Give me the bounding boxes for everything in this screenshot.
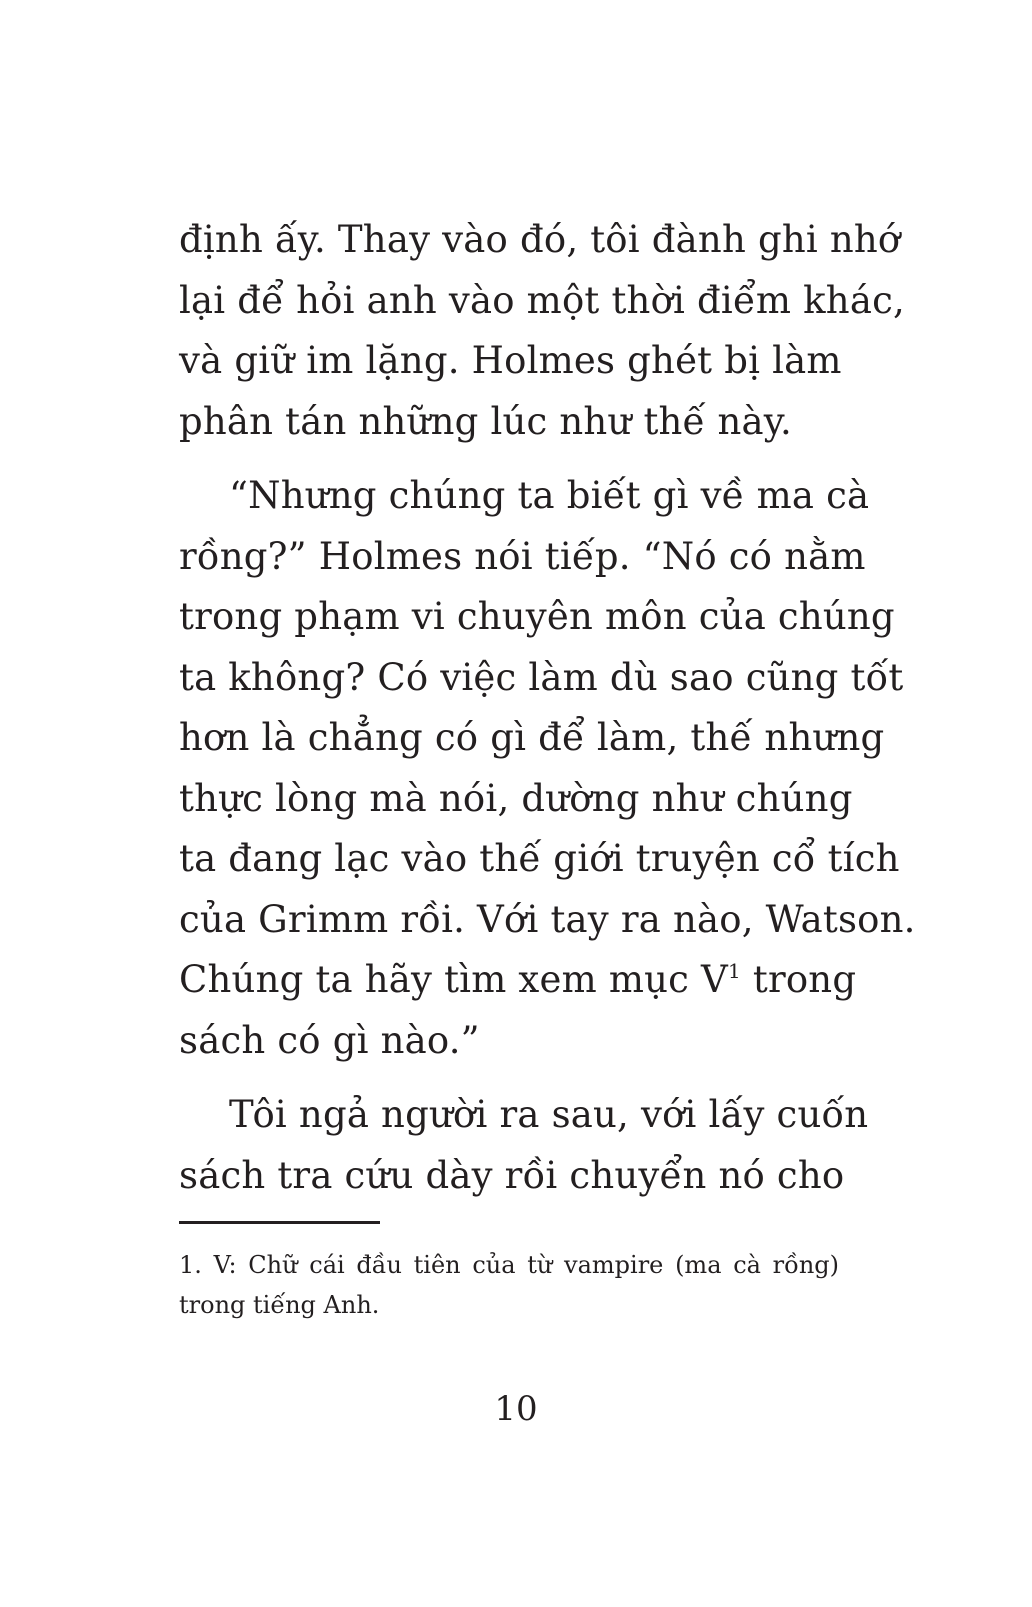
text-line: “Nhưng chúng ta biết gì về ma cà: [229, 474, 870, 517]
text-line: ta đang lạc vào thế giới truyện cổ tích: [179, 837, 900, 880]
text-line: định ấy. Thay vào đó, tôi đành ghi nhớ: [179, 218, 901, 261]
footnote-marker[interactable]: 1: [727, 959, 741, 983]
text-line: rồng?” Holmes nói tiếp. “Nó có nằm: [179, 534, 866, 578]
text-line: thực lòng mà nói, dường như chúng: [179, 776, 853, 820]
text-line: trong phạm vi chuyên môn của chúng: [179, 595, 895, 638]
text-line: sách tra cứu dày rồi chuyển nó cho: [179, 1153, 845, 1197]
text-line: và giữ im lặng. Holmes ghét bị làm: [179, 339, 842, 382]
footnote-divider: [179, 1221, 380, 1224]
text-line: lại để hỏi anh vào một thời điểm khác,: [179, 278, 905, 322]
paragraph-3: [179, 1085, 869, 1206]
text-line-with-footnote: [179, 950, 857, 1011]
text-line: ta không? Có việc làm dù sao cũng tốt: [179, 655, 904, 699]
text-line: Tôi ngả người ra sau, với lấy cuốn: [229, 1093, 869, 1136]
paragraph-1: [179, 210, 905, 452]
text-line: phân tán những lúc như thế này.: [179, 399, 792, 443]
text-line: sách có gì nào.”: [179, 1018, 480, 1062]
text-segment: Chúng ta hãy tìm xem mục V: [179, 958, 728, 1001]
text-line: hơn là chẳng có gì để làm, thế nhưng: [179, 716, 885, 759]
text-segment: trong: [752, 958, 857, 1001]
paragraph-2: [179, 466, 916, 1071]
page-number: 10: [494, 1389, 538, 1429]
text-line: của Grimm rồi. Với tay ra nào, Watson.: [179, 897, 916, 941]
body-text: [179, 210, 916, 1206]
footnote: [179, 1245, 839, 1325]
footnote-line: 1. V: Chữ cái đầu tiên của từ vampire (ma cà rồng): [179, 1251, 839, 1279]
footnote-line: trong tiếng Anh.: [179, 1291, 380, 1319]
